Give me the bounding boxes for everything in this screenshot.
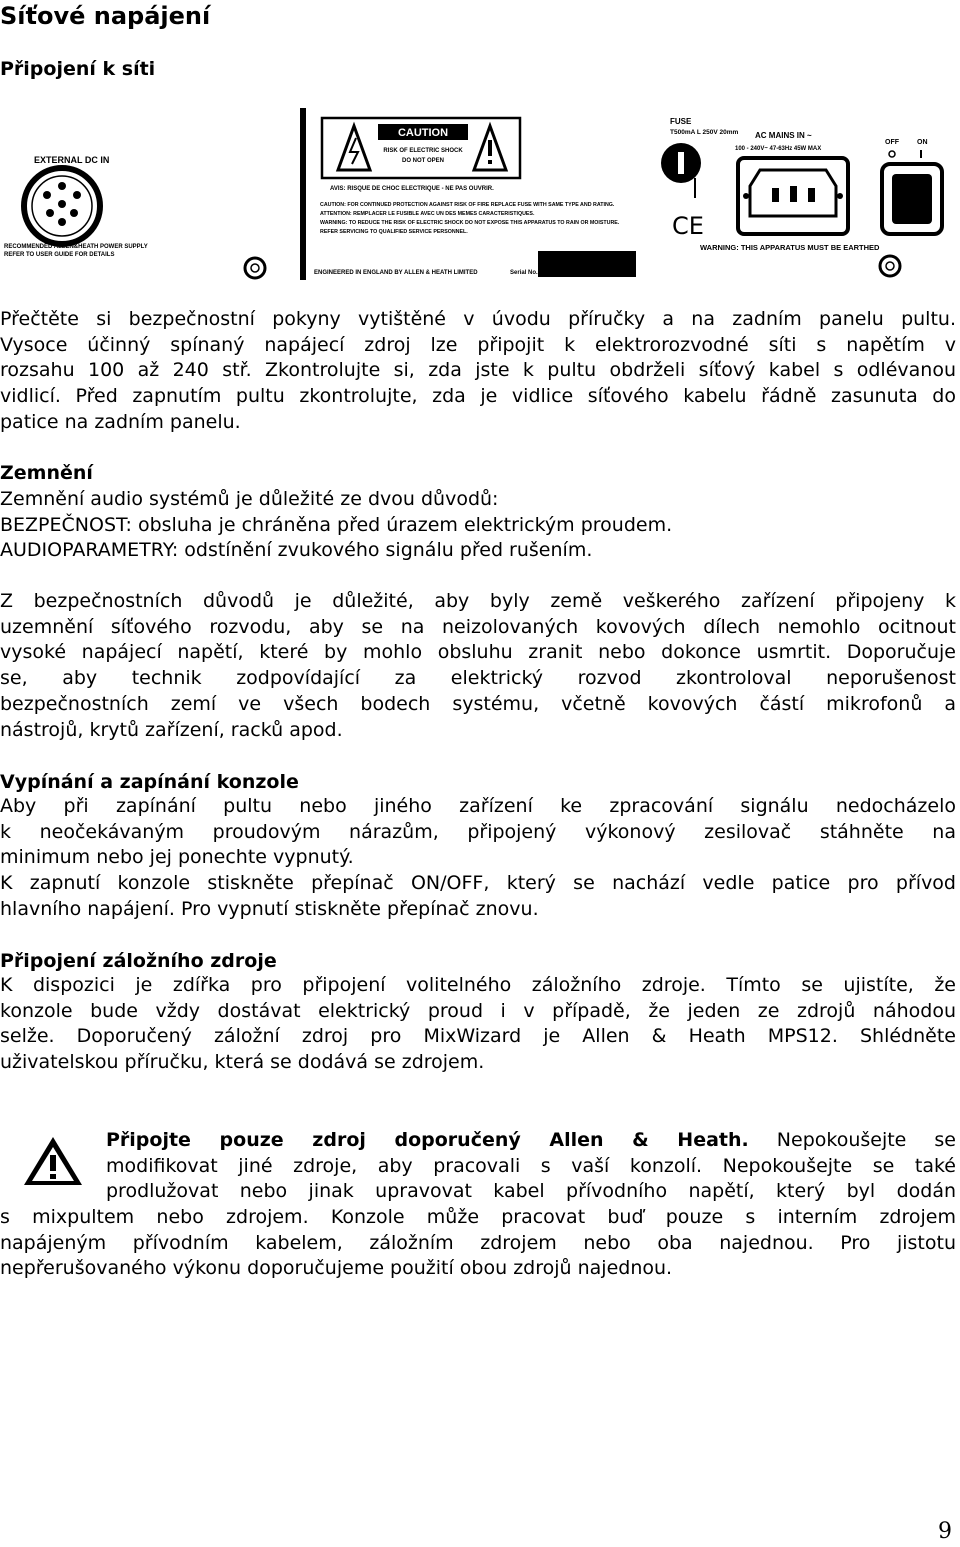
engineered-label: ENGINEERED IN ENGLAND BY ALLEN & HEATH LIMITED [314,270,478,276]
warning-text: Nepokoušejte se [748,1129,956,1151]
moisture-warning-label: WARNING: TO REDUCE THE RISK OF ELECTRIC SHOCK DO NOT EXPOSE THIS APPARATUS TO RAIN OR MOISTURE. [320,220,620,226]
paragraph-line: vysoké napájecí napětí, které by mohlo obsluhu zranit nebo dokonce usmrtit. Doporučuje [0,641,956,664]
ce-mark: CE [672,212,704,240]
screw-icon [245,258,265,278]
paragraph-line: patice na zadním panelu. [0,410,241,433]
paragraph-line: modifikovat jiné zdroje, aby pracovali s vaší konzolí. Nepokoušejte se také [106,1154,956,1177]
paragraph-line: AUDIOPARAMETRY: odstínění zvukového signálu před rušením. [0,539,593,562]
paragraph-line: hlavního napájení. Pro vypnutí stiskněte přepínač znovu. [0,897,539,920]
fuse-attention-label: ATTENTION: REMPLACER LE FUSIBLE AVEC UN DES MEMES CARACTERISTIQUES. [320,211,535,217]
paragraph-line: K dispozici je zdířka pro připojení volitelného záložního zdroje. Tímto se ujistíte, že [0,974,956,996]
fuse-label: FUSE [670,117,692,126]
paragraph-line: k neočekávaným proudovým nárazům, připojený výkonový zesilovač stáhněte na [0,820,956,843]
paragraph-line: uzemnění síťového rozvodu, aby se na neizolovaných kovových dílech nemohlo ocitnout [0,615,956,638]
paragraph-line: se, aby technik zodpovídající za elektrický rozvod zkontroloval neporušenost [0,667,956,690]
servicing-label: REFER SERVICING TO QUALIFIED SERVICE PERSONNEL. [320,229,468,235]
intro-paragraph [0,307,956,436]
panel-divider [300,108,306,280]
fuse-rating-label: T500mA L 250V 20mm [670,129,739,136]
ac-rating-label: 100 - 240V~ 47-63Hz 45W MAX [735,146,822,152]
section-heading-switching: Vypínání a zapínání konzole [0,771,299,793]
section-heading-connection: Připojení k síti [0,58,156,80]
warning-paragraph [0,1205,956,1282]
backup-paragraph [0,973,956,1076]
on-label: ON [917,139,928,146]
ac-mains-label: AC MAINS IN ~ [755,131,812,140]
page-number: 9 [938,1519,952,1544]
caution-label: CAUTION [397,127,449,139]
dc-in-pins [43,182,81,226]
screw-icon [880,256,900,276]
paragraph-line: uživatelskou příručku, která se dodává se zdrojem. [0,1051,485,1074]
grounding-paragraph [0,589,956,743]
do-not-open-label: DO NOT OPEN [401,158,445,164]
warning-paragraph-indented [106,1128,956,1205]
page-title: Síťové napájení [0,2,211,30]
risk-label: RISK OF ELECTRIC SHOCK [383,148,463,154]
fuse-caution-label: CAUTION: FOR CONTINUED PROTECTION AGAINST RISK OF FIRE REPLACE FUSE WITH SAME TYPE AND RATING. [320,202,615,208]
paragraph-line: prodlužovat nebo jinak upravovat kabel přívodního napětí, který byl dodán [106,1180,956,1203]
user-guide-label: REFER TO USER GUIDE FOR DETAILS [4,252,115,258]
paragraph-line: minimum nebo jej ponechte vypnutý. [0,846,354,869]
warning-bold-text: Připojte pouze zdroj doporučený Allen & Heath. [106,1129,749,1151]
shock-warning-icon [338,126,370,170]
paragraph-line: Vysoce účinný spínaný napájecí zdroj lze připojit k elektrorozvodné síti s napětím v [0,333,956,356]
rear-panel-illustration [0,108,960,280]
grounding-intro [0,487,956,564]
paragraph-line: Přečtěte si bezpečnostní pokyny vytištěné v úvodu příručky a na zadním panelu pultu. [0,308,956,330]
paragraph-line: Z bezpečnostních důvodů je důležité, aby byly země veškerého zařízení připojeny k [0,590,956,612]
paragraph-line: BEZPEČNOST: obsluha je chráněna před úrazem elektrickým proudem. [0,513,673,536]
paragraph-line: rozsahu 100 až 240 stř. Zkontrolujte si, zda jste k pultu obdrželi síťový kabel s odlévanou [0,359,956,382]
paragraph-line: konzole bude vždy dostávat elektrický proud i v případě, že jeden ze zdrojů náhodou [0,999,956,1022]
paragraph-line: Aby při zapínání pultu nebo jiného zařízení ke zpracování signálu nedocházelo [0,795,956,817]
paragraph-line: Zemnění audio systémů je důležité ze dvou důvodů: [0,488,499,510]
off-label: OFF [885,139,899,146]
paragraph-line: selže. Doporučený záložní zdroj pro MixWizard je Allen & Heath MPS12. Shlédněte [0,1025,956,1048]
earthed-warning-label: WARNING: THIS APPARATUS MUST BE EARTHED [700,243,880,252]
paragraph-line: napájeným přívodním kabelem, záložním zdrojem nebo oba najednou. Pro jistotu [0,1231,956,1254]
avis-label: AVIS: RISQUE DE CHOC ELECTRIQUE - NE PAS OUVRIR. [330,186,494,192]
recommended-psu-label: RECOMMENDED ALLEN&HEATH POWER SUPPLY [4,244,148,250]
switching-paragraph [0,794,956,923]
section-heading-backup: Připojení záložního zdroje [0,950,277,972]
serial-number-plate [538,251,636,277]
warning-icon [22,1135,84,1187]
paragraph-line: nepřerušovaného výkonu doporučujeme použití obou zdrojů najednou. [0,1257,673,1280]
section-heading-grounding: Zemnění [0,462,93,484]
paragraph-line [106,1128,956,1154]
serial-label: Serial No. [510,270,538,276]
paragraph-line: s mixpultem nebo zdrojem. Konzole může pracovat buď pouze s interním zdrojem [0,1206,956,1228]
external-dc-in-label: EXTERNAL DC IN [34,155,110,165]
paragraph-line: K zapnutí konzole stiskněte přepínač ON/OFF, který se nachází vedle patice pro přívod [0,872,956,895]
paragraph-line: nástrojů, krytů zařízení, racků apod. [0,718,343,741]
paragraph-line: bezpečnostních zemí ve všech bodech systému, včetně kovových částí mikrofonů a [0,692,956,715]
paragraph-line: vidlicí. Před zapnutím pultu zkontrolujte, zda je vidlice síťového kabelu řádně zasunuta do [0,385,956,408]
